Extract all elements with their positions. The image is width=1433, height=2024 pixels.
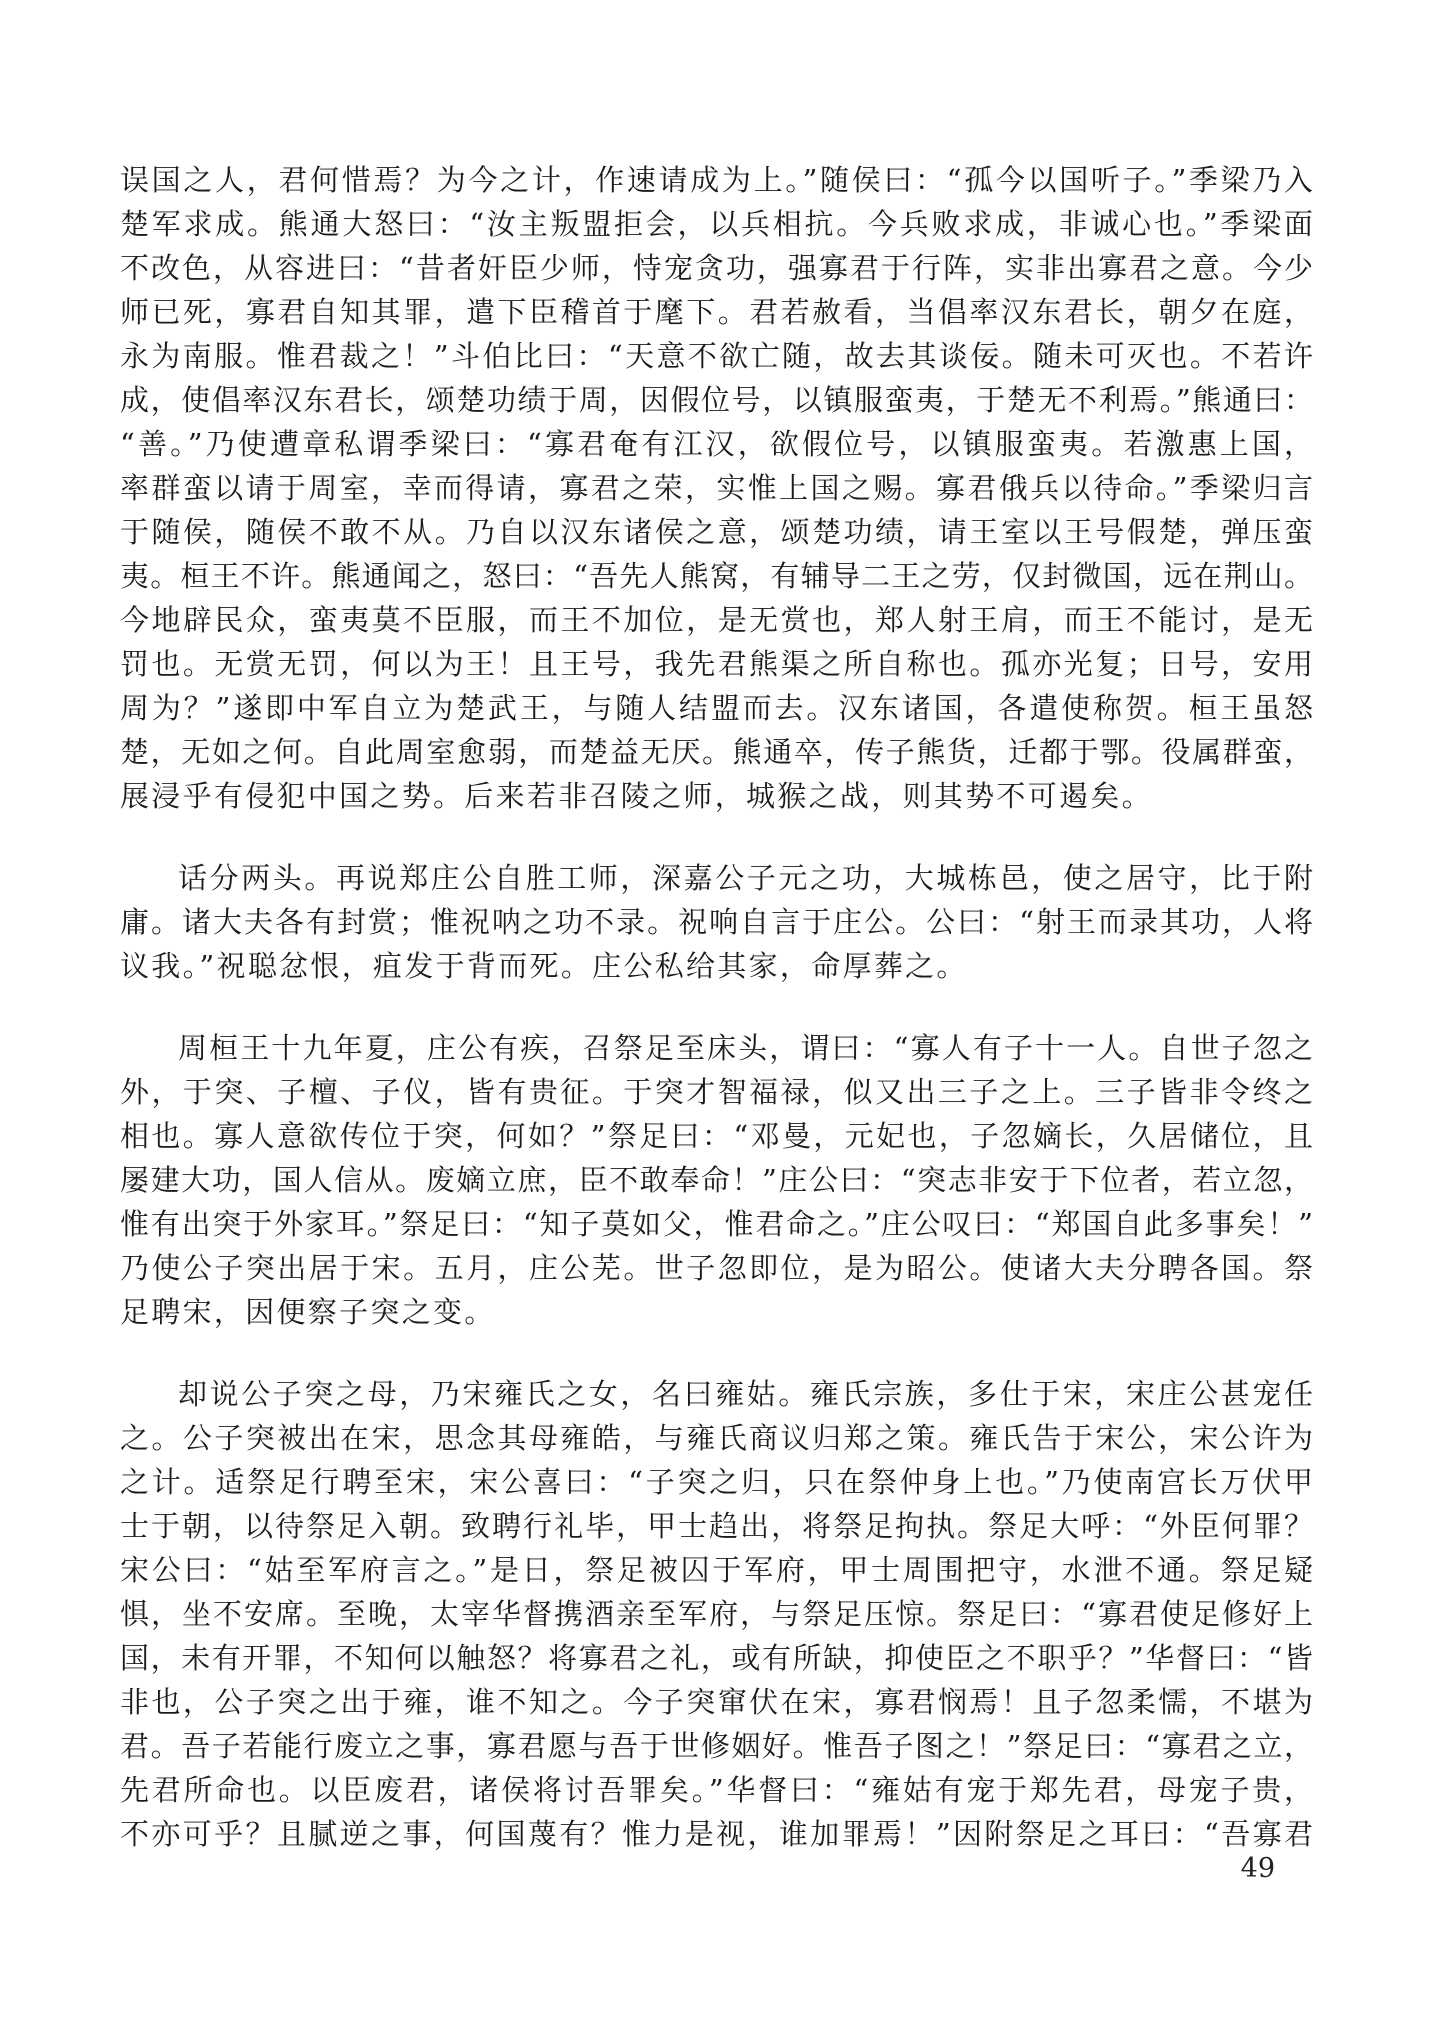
- text-line: 宋公曰：“姑至军府言之。”是日，祭足被囚于军府，甲士周围把守，水泄不通。祭足疑: [120, 1553, 1313, 1587]
- text-line: 率群蛮以请于周室，幸而得请，寡君之荣，实惟上国之赐。寡君俄兵以待命。”季梁归言: [120, 471, 1313, 505]
- text-line: 庸。诸大夫各有封赏；惟祝呐之功不录。祝响自言于庄公。公曰：“射王而录其功，人将: [120, 905, 1313, 939]
- text-line: 非也，公子突之出于雍，谁不知之。今子突窜伏在宋，寡君悯焉！且子忽柔懦，不堪为: [120, 1685, 1313, 1719]
- text-line: 师已死，寡君自知其罪，遣下臣稽首于麾下。君若赦看，当倡率汉东君长，朝夕在庭，: [120, 295, 1313, 329]
- paragraph: [120, 1372, 1313, 1856]
- paragraph: [120, 158, 1313, 818]
- text-line: 不改色，从容进曰：“昔者奸臣少师，恃宠贪功，强寡君于行阵，实非出寡君之意。今少: [120, 251, 1313, 285]
- text-line: 今地辟民众，蛮夷莫不臣服，而王不加位，是无赏也，郑人射王肩，而王不能讨，是无: [120, 603, 1313, 637]
- text-line: 罚也。无赏无罚，何以为王！且王号，我先君熊渠之所自称也。孤亦光复；日号，安用: [120, 647, 1313, 681]
- text-line: 于随侯，随侯不敢不从。乃自以汉东诸侯之意，颂楚功绩，请王室以王号假楚，弹压蛮: [120, 515, 1313, 549]
- text-line: 惟有出突于外家耳。”祭足曰：“知子莫如父，惟君命之。”庄公叹曰：“郑国自此多事矣！”: [120, 1207, 1313, 1241]
- text-line: “善。”乃使遭章私谓季梁曰：“寡君奄有江汉，欲假位号，以镇服蛮夷。若激惠上国，: [120, 427, 1313, 461]
- text-line: 外，于突、子檀、子仪，皆有贵征。于突才智福禄，似又出三子之上。三子皆非令终之: [120, 1075, 1313, 1109]
- text-line: 却说公子突之母，乃宋雍氏之女，名曰雍姑。雍氏宗族，多仕于宋，宋庄公甚宠任: [178, 1377, 1313, 1411]
- text-line: 士于朝，以待祭足入朝。致聘行礼毕，甲士趋出，将祭足拘执。祭足大呼：“外臣何罪？: [120, 1509, 1313, 1543]
- text-line: 周为？”遂即中军自立为楚武王，与随人结盟而去。汉东诸国，各遣使称贺。桓王虽怒: [120, 691, 1313, 725]
- text-line: 楚军求成。熊通大怒曰：“汝主叛盟拒会，以兵相抗。今兵败求成，非诚心也。”季梁面: [120, 207, 1313, 241]
- text-line: 屡建大功，国人信从。废嫡立庶，臣不敢奉命！”庄公曰：“突志非安于下位者，若立忽，: [120, 1163, 1313, 1197]
- text-body: [120, 158, 1313, 1856]
- text-line: 不亦可乎？且腻逆之事，何国蔑有？惟力是视，谁加罪焉！”因附祭足之耳曰：“吾寡君: [120, 1817, 1313, 1851]
- text-line: 乃使公子突出居于宋。五月，庄公芜。世子忽即位，是为昭公。使诸大夫分聘各国。祭: [120, 1251, 1313, 1285]
- text-line: 足聘宋，因便察子突之变。: [120, 1295, 496, 1329]
- text-line: 君。吾子若能行废立之事，寡君愿与吾于世修姻好。惟吾子图之！”祭足曰：“寡君之立，: [120, 1729, 1313, 1763]
- text-line: 相也。寡人意欲传位于突，何如？”祭足曰：“邓曼，元妃也，子忽嫡长，久居储位，且: [120, 1119, 1313, 1153]
- paragraph: [120, 856, 1313, 988]
- text-line: 惧，坐不安席。至晚，太宰华督携酒亲至军府，与祭足压惊。祭足曰：“寡君使足修好上: [120, 1597, 1313, 1631]
- page-number: 49: [1240, 1853, 1275, 1884]
- text-line: 之计。适祭足行聘至宋，宋公喜曰：“子突之归，只在祭仲身上也。”乃使南宫长万伏甲: [120, 1465, 1313, 1499]
- text-line: 话分两头。再说郑庄公自胜工师，深嘉公子元之功，大城栋邑，使之居守，比于附: [178, 861, 1313, 895]
- text-line: 误国之人，君何惜焉？为今之计，作速请成为上。”随侯曰：“孤今以国听子。”季梁乃入: [120, 163, 1313, 197]
- text-line: 永为南服。惟君裁之！”斗伯比曰：“天意不欲亡随，故去其谈佞。随未可灭也。不若许: [120, 339, 1313, 373]
- paragraph: [120, 1026, 1313, 1334]
- text-line: 之。公子突被出在宋，思念其母雍皓，与雍氏商议归郑之策。雍氏告于宋公，宋公许为: [120, 1421, 1313, 1455]
- text-line: 楚，无如之何。自此周室愈弱，而楚益无厌。熊通卒，传子熊货，迁都于鄂。役属群蛮，: [120, 735, 1313, 769]
- text-line: 议我。”祝聪忿恨，疽发于背而死。庄公私给其家，命厚葬之。: [120, 949, 968, 983]
- text-line: 成，使倡率汉东君长，颂楚功绩于周，因假位号，以镇服蛮夷，于楚无不利焉。”熊通曰：: [120, 383, 1313, 417]
- text-line: 展浸乎有侵犯中国之势。后来若非召陵之师，城猴之战，则其势不可遏矣。: [120, 779, 1153, 813]
- text-line: 国，未有开罪，不知何以触怒？将寡君之礼，或有所缺，抑使臣之不职乎？”华督曰：“皆: [120, 1641, 1313, 1675]
- text-line: 周桓王十九年夏，庄公有疾，召祭足至床头，谓曰：“寡人有子十一人。自世子忽之: [178, 1031, 1313, 1065]
- text-line: 夷。桓王不许。熊通闻之，怒曰：“吾先人熊窝，有辅导二王之劳，仅封微国，远在荆山。: [120, 559, 1313, 593]
- text-line: 先君所命也。以臣废君，诸侯将讨吾罪矣。”华督曰：“雍姑有宠于郑先君，母宠子贵，: [120, 1773, 1313, 1807]
